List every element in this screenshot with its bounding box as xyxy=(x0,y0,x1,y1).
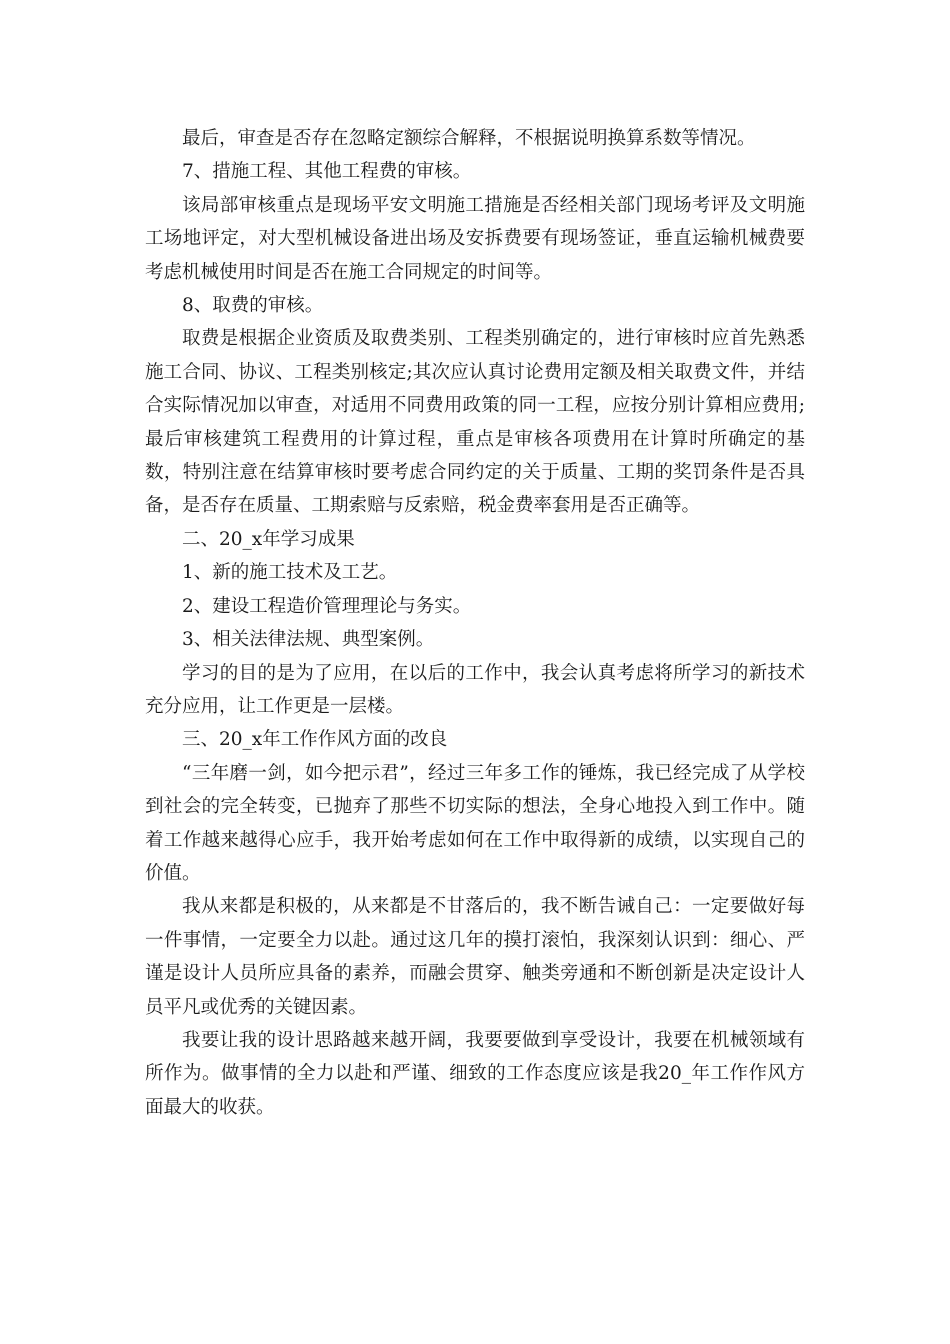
paragraph-learning-purpose: 学习的目的是为了应用，在以后的工作中，我会认真考虑将所学习的新技术充分应用，让工作更是一层楼。 xyxy=(145,662,805,717)
heading-fee-review: 8、取费的审核。 xyxy=(182,295,324,317)
document-body xyxy=(145,122,805,1124)
heading-learning-results: 二、20_x年学习成果 xyxy=(182,528,355,550)
heading-measures-review: 7、措施工程、其他工程费的审核。 xyxy=(182,161,472,183)
paragraph-fee-review: 取费是根据企业资质及取费类别、工程类别确定的，进行审核时应首先熟悉施工合同、协议、工程类别核定;其次应认真讨论费用定额及相关取费文件，并结合实际情况加以审查，对适用不同费用政策的同一工程，应按分别计算相应费用;最后审核建筑工程费用的计算过程，重点是审核各项费用在计算时所确定的基数，特别注意在结算审核时要考虑合同约定的关于质量、工期的奖罚条件是否具备，是否存在质量、工期索赔与反索赔，税金费率套用是否正确等。 xyxy=(145,328,805,517)
list-item-learning-2: 2、建设工程造价管理理论与务实。 xyxy=(182,595,472,617)
paragraph-positive-attitude: 我从来都是积极的，从来都是不甘落后的，我不断告诫自己：一定要做好每一件事情，一定要全力以赴。通过这几年的摸打滚怕，我深刻认识到：细心、严谨是设计人员所应具备的素养，而融会贯穿、触类旁通和不断创新是决定设计人员平凡或优秀的关键因素。 xyxy=(145,896,805,1018)
paragraph-final-check: 最后，审查是否存在忽略定额综合解释，不根据说明换算系数等情况。 xyxy=(182,128,756,149)
paragraph-design-goals: 我要让我的设计思路越来越开阔，我要要做到享受设计，我要在机械领域有所作为。做事情的全力以赴和严谨、细致的工作态度应该是我20_年工作作风方面最大的收获。 xyxy=(145,1029,805,1118)
paragraph-measures-review: 该局部审核重点是现场平安文明施工措施是否经相关部门现场考评及文明施工场地评定，对大型机械设备进出场及安拆费要有现场签证，垂直运输机械费要考虑机械使用时间是否在施工合同规定的时间等。 xyxy=(145,194,805,283)
list-item-learning-3: 3、相关法律法规、典型案例。 xyxy=(182,629,435,651)
paragraph-three-years: “三年磨一剑，如今把示君”，经过三年多工作的锤炼，我已经完成了从学校到社会的完全转变，已抛弃了那些不切实际的想法，全身心地投入到工作中。随着工作越来越得心应手，我开始考虑如何在工作中取得新的成绩，以实现自己的价值。 xyxy=(145,762,805,884)
heading-work-style: 三、20_x年工作作风方面的改良 xyxy=(182,729,448,751)
list-item-learning-1: 1、新的施工技术及工艺。 xyxy=(182,562,398,584)
